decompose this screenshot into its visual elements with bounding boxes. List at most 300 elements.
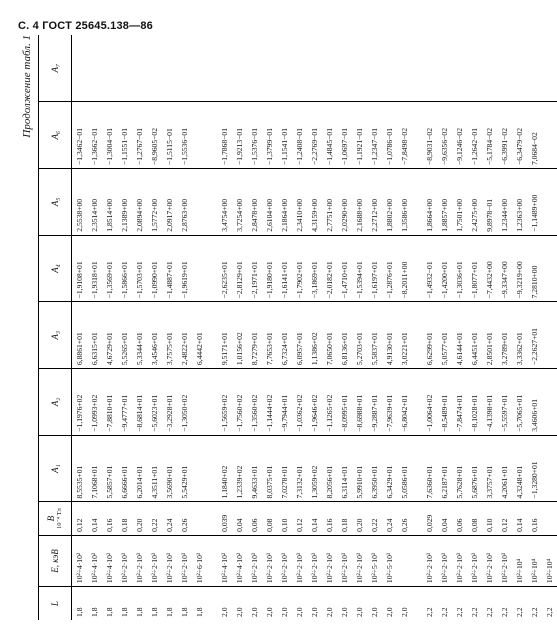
cell-a5: 1,8857+00: [437, 169, 452, 236]
table-row: [367, 35, 382, 620]
cell-l: 2,2: [500, 607, 509, 617]
cell-e: 10²÷5·10³: [367, 535, 382, 586]
column-header-name: A₇: [50, 63, 60, 73]
cell-a2: 3,4606+01: [527, 369, 542, 436]
cell-b: 0,20: [352, 502, 367, 535]
cell-a6: −1,3462−01: [72, 102, 88, 169]
cell-b: 0,18: [337, 502, 352, 535]
cell-a3: 4,6729+01: [102, 302, 117, 369]
cell-a5: 2,6104+00: [262, 169, 277, 236]
cell-a5: 1,2344+00: [497, 169, 512, 236]
cell-a7: [177, 35, 192, 102]
cell-a1: 6,3114+01: [337, 435, 352, 502]
cell-a4: −1,9318+01: [87, 235, 102, 302]
column-header: [39, 535, 72, 586]
cell-a5: 2,3410+00: [292, 169, 307, 236]
cell-a7: [262, 35, 277, 102]
cell-a7: [192, 35, 207, 102]
cell-a3: 2,4822+01: [177, 302, 192, 369]
column-header-name: B: [46, 515, 56, 522]
cell-a7: [87, 35, 102, 102]
column-header-name: A₄: [50, 264, 60, 273]
cell-a6: −1,0697−01: [337, 102, 352, 169]
cell-a2: −1,9646+02: [307, 369, 322, 436]
cell-a4: [192, 235, 207, 302]
separator-cell: [207, 102, 217, 169]
separator-cell: [207, 535, 217, 586]
cell-l: 2,0: [325, 607, 334, 617]
table-row: [292, 35, 307, 620]
cell-a2: [192, 369, 207, 436]
cell-a7: [322, 35, 337, 102]
table-row: [177, 35, 192, 620]
cell-a7: [292, 35, 307, 102]
cell-a2: −8,6988+01: [352, 369, 367, 436]
cell-l: 2,0: [400, 607, 409, 617]
cell-a6: −5,1784−02: [482, 102, 497, 169]
table-header-row: [39, 35, 72, 620]
cell-a3: 8,7279+01: [247, 302, 262, 369]
column-header-name: E, кэВ: [50, 549, 60, 573]
cell-l: 2,2: [485, 607, 494, 617]
cell-a7: [217, 35, 232, 102]
cell-a2: −1,0993+02: [87, 369, 102, 436]
cell-a4: −7,4432+00: [482, 235, 497, 302]
cell-b: 0,16: [102, 502, 117, 535]
cell-a4: −1,5703+01: [132, 235, 147, 302]
table-row: [192, 35, 207, 620]
cell-a5: 2,1389+00: [117, 169, 132, 236]
cell-a2: −1,1444+02: [262, 369, 277, 436]
cell-a6: 7,0684−02: [527, 102, 542, 169]
cell-a1: 3,3757+01: [482, 435, 497, 502]
column-header: [39, 435, 72, 502]
cell-e: 10²÷2·10³: [162, 535, 177, 586]
separator-cell: [207, 502, 217, 535]
table-rotation-wrapper: [18, 35, 554, 620]
cell-a2: −8,5489+01: [437, 369, 452, 436]
cell-a7: [452, 35, 467, 102]
cell-a3: 3,7575+01: [162, 302, 177, 369]
cell-a6: −1,1551−01: [117, 102, 132, 169]
cell-a7: [72, 35, 88, 102]
column-header: [39, 302, 72, 369]
cell-a3: 6,8861+01: [72, 302, 88, 369]
cell-l: 2,2: [530, 607, 539, 617]
cell-l: 1,8: [165, 607, 174, 617]
cell-a3: [542, 302, 557, 369]
cell-a6: −1,5115−01: [162, 102, 177, 169]
cell-e: 10²÷2·10³: [482, 535, 497, 586]
table-row: [102, 35, 117, 620]
cell-e: 10²÷2·10³: [132, 535, 147, 586]
group-separator: [412, 35, 422, 620]
cell-a7: [232, 35, 247, 102]
cell-e: 10²÷4·10²: [102, 535, 117, 586]
cell-e: 10²÷2·10³: [452, 535, 467, 586]
cell-a7: [497, 35, 512, 102]
cell-e: 10²÷2·10³: [497, 535, 512, 586]
cell-b: 0,22: [147, 502, 162, 535]
cell-a3: 5,3344+01: [132, 302, 147, 369]
cell-l: 2,0: [370, 607, 379, 617]
cell-a2: −1,0362+02: [292, 369, 307, 436]
cell-l: 2,0: [355, 607, 364, 617]
cell-a1: 7,0278+01: [277, 435, 292, 502]
table-body: [72, 35, 557, 620]
cell-a1: 6,2014+01: [132, 435, 147, 502]
cell-a5: 2,7751+00: [322, 169, 337, 236]
cell-a4: −2,6235+01: [217, 235, 232, 302]
cell-b: 0,18: [117, 502, 132, 535]
cell-a7: [397, 35, 412, 102]
page-header: С. 4 ГОСТ 25645.138—86: [18, 20, 153, 32]
cell-e: 10²÷2·10³: [422, 535, 437, 586]
table-row: [147, 35, 162, 620]
cell-b: 0,06: [247, 502, 262, 535]
table-row: [87, 35, 102, 620]
cell-a1: 6,6666+01: [117, 435, 132, 502]
cell-a4: −1,4887+01: [162, 235, 177, 302]
cell-a3: 6,6315+01: [87, 302, 102, 369]
cell-a6: −1,7868−01: [217, 102, 232, 169]
cell-e: 10²÷2·10³: [437, 535, 452, 586]
table-row: [217, 35, 232, 620]
cell-b: 0,039: [217, 502, 232, 535]
cell-a2: −1,1976+02: [72, 369, 88, 436]
cell-a4: −1,8077+01: [467, 235, 482, 302]
cell-a5: 2,0894+00: [132, 169, 147, 236]
cell-a3: 5,2703+01: [352, 302, 367, 369]
data-table: [38, 35, 557, 620]
table-row: [232, 35, 247, 620]
table-row: [307, 35, 322, 620]
cell-b: 0,22: [367, 502, 382, 535]
cell-e: 10²÷4·10²: [217, 535, 232, 586]
cell-a7: [132, 35, 147, 102]
cell-a4: −1,6197+01: [367, 235, 382, 302]
cell-a2: −1,3560+02: [247, 369, 262, 436]
cell-e: 10²÷2·10³: [277, 535, 292, 586]
table-row: [262, 35, 277, 620]
cell-a5: [192, 169, 207, 236]
cell-a2: −5,6023+01: [147, 369, 162, 436]
table-row: [132, 35, 147, 620]
cell-l: 2,0: [280, 607, 289, 617]
cell-a4: −1,4200+01: [437, 235, 452, 302]
cell-e: 10²÷2·10³: [467, 535, 482, 586]
cell-b: 0,20: [132, 502, 147, 535]
table-row: [277, 35, 292, 620]
cell-a1: 5,7628+01: [452, 435, 467, 502]
cell-b: 0,04: [437, 502, 452, 535]
cell-e: 10²÷2·10³: [177, 535, 192, 586]
cell-a3: 3,3362+01: [512, 302, 527, 369]
cell-a6: −1,5536−01: [177, 102, 192, 169]
table-row: [542, 35, 557, 620]
cell-a7: [247, 35, 262, 102]
cell-a6: [542, 102, 557, 169]
table-row: [382, 35, 397, 620]
column-header: [39, 587, 72, 620]
cell-a5: 2,1864+00: [277, 169, 292, 236]
cell-l: 2,0: [385, 607, 394, 617]
cell-l: 2,0: [250, 607, 259, 617]
cell-a2: −1,7560+02: [232, 369, 247, 436]
cell-l: 1,8: [195, 607, 204, 617]
column-header-name: L: [50, 601, 60, 607]
cell-a3: 3,2789+01: [497, 302, 512, 369]
cell-a6: −9,6356−02: [437, 102, 452, 169]
table-row: [337, 35, 352, 620]
cell-a5: 2,2712+00: [367, 169, 382, 236]
cell-e: 10²÷2·10³: [322, 535, 337, 586]
separator-cell: [207, 369, 217, 436]
cell-a7: [422, 35, 437, 102]
column-header: [39, 102, 72, 169]
cell-b: 0,24: [382, 502, 397, 535]
cell-e: 10²÷2·10³: [337, 535, 352, 586]
cell-a5: 2,0917+00: [162, 169, 177, 236]
cell-a4: [542, 235, 557, 302]
cell-a3: 6,7324+01: [277, 302, 292, 369]
cell-a5: 2,1688+00: [352, 169, 367, 236]
cell-e: 10²÷2·10³: [247, 535, 262, 586]
cell-a7: [467, 35, 482, 102]
cell-a1: 5,9910+01: [352, 435, 367, 502]
cell-b: 0,24: [162, 502, 177, 535]
cell-b: 0,14: [307, 502, 322, 535]
cell-a3: 6,4451+01: [467, 302, 482, 369]
cell-a3: 1,0156+02: [232, 302, 247, 369]
cell-a4: −2,0182+01: [322, 235, 337, 302]
table-row: [117, 35, 132, 620]
cell-l: 1,8: [135, 607, 144, 617]
cell-a6: −1,4845−01: [322, 102, 337, 169]
separator-cell: [207, 302, 217, 369]
cell-a6: −1,2767−01: [132, 102, 147, 169]
cell-a7: [277, 35, 292, 102]
cell-a5: 1,8514+00: [102, 169, 117, 236]
cell-a2: −1,1265+02: [322, 369, 337, 436]
cell-a5: 2,3514+00: [87, 169, 102, 236]
cell-e: 10²÷2·10³: [117, 535, 132, 586]
cell-b: 0,08: [262, 502, 277, 535]
cell-a5: 1,8802+00: [382, 169, 397, 236]
cell-a1: 6,3950+01: [367, 435, 382, 502]
cell-a2: −1,0064+02: [422, 369, 437, 436]
separator-cell: [207, 169, 217, 236]
cell-a1: 5,6876+01: [467, 435, 482, 502]
cell-a7: [512, 35, 527, 102]
cell-a4: −1,7902+01: [292, 235, 307, 302]
cell-a7: [147, 35, 162, 102]
cell-a3: −2,2627+01: [527, 302, 542, 369]
column-header-name: A₃: [50, 330, 60, 340]
cell-a4: −1,4932−01: [422, 235, 437, 302]
separator-cell: [412, 169, 422, 236]
cell-a6: −1,1921−01: [352, 102, 367, 169]
cell-a1: 4,2061+01: [497, 435, 512, 502]
cell-a2: [542, 369, 557, 436]
cell-b: 0,10: [277, 502, 292, 535]
cell-b: [192, 502, 207, 535]
cell-a4: −2,1971+01: [247, 235, 262, 302]
separator-cell: [412, 535, 422, 586]
cell-a3: 5,5265+01: [117, 302, 132, 369]
separator-cell: [412, 587, 422, 620]
cell-a5: −1,1489+00: [527, 169, 542, 236]
cell-b: 0,10: [482, 502, 497, 535]
column-header: [39, 369, 72, 436]
cell-l: 2,2: [455, 607, 464, 617]
cell-b: 0,04: [232, 502, 247, 535]
cell-a5: 1,2363+00: [512, 169, 527, 236]
cell-a2: −8,1028+01: [467, 369, 482, 436]
cell-a7: [542, 35, 557, 102]
cell-a2: −9,7944+01: [277, 369, 292, 436]
cell-a6: −6,3991−02: [497, 102, 512, 169]
cell-b: 0,029: [422, 502, 437, 535]
cell-a1: 5,0586+01: [397, 435, 412, 502]
cell-a7: [337, 35, 352, 102]
cell-a2: −1,5659+02: [217, 369, 232, 436]
table-row: [527, 35, 542, 620]
cell-a1: 6,3429+01: [382, 435, 397, 502]
cell-a7: [117, 35, 132, 102]
cell-e: 10²÷2·10³: [307, 535, 322, 586]
cell-a2: −7,8474+01: [452, 369, 467, 436]
cell-a2: −8,6814+01: [132, 369, 147, 436]
table-row: [397, 35, 412, 620]
cell-b: 0,16: [322, 502, 337, 535]
cell-a1: 5,5857+01: [102, 435, 117, 502]
cell-a7: [307, 35, 322, 102]
cell-a7: [352, 35, 367, 102]
cell-a6: −1,5376−01: [247, 102, 262, 169]
cell-a3: 7,7653+01: [262, 302, 277, 369]
column-header-name: A₆: [50, 130, 60, 140]
cell-a2: −5,7065+01: [512, 369, 527, 436]
cell-a5: 4,3159+00: [307, 169, 322, 236]
column-header-name: A₅: [50, 197, 60, 207]
cell-a6: −1,1541−01: [277, 102, 292, 169]
cell-a5: 2,8478+00: [247, 169, 262, 236]
cell-a2: −5,5597+01: [497, 369, 512, 436]
cell-a4: −9,3219+00: [512, 235, 527, 302]
cell-a1: [542, 435, 557, 502]
cell-a7: [527, 35, 542, 102]
table-row: [322, 35, 337, 620]
cell-a4: −1,9180+01: [262, 235, 277, 302]
cell-e: 10²÷10⁴: [527, 535, 542, 586]
cell-a3: 4,9130+01: [382, 302, 397, 369]
cell-a7: [102, 35, 117, 102]
cell-a6: −1,2642−01: [467, 102, 482, 169]
cell-a3: 1,1386+02: [307, 302, 322, 369]
cell-a5: 2,5538+00: [72, 169, 88, 236]
cell-a2: −9,2887+01: [367, 369, 382, 436]
cell-a3: 3,0221+01: [397, 302, 412, 369]
cell-a5: 1,5772+00: [147, 169, 162, 236]
cell-e: [397, 535, 412, 586]
cell-a1: 5,5429+01: [177, 435, 192, 502]
cell-a4: −1,3036+01: [452, 235, 467, 302]
cell-a6: −9,1246−02: [452, 102, 467, 169]
separator-cell: [207, 435, 217, 502]
cell-l: 2,2: [515, 607, 524, 617]
table-row: [512, 35, 527, 620]
cell-a3: 6,4442+01: [192, 302, 207, 369]
cell-a4: −1,9619+01: [177, 235, 192, 302]
cell-l: 1,8: [180, 607, 189, 617]
cell-a2: −7,9639+01: [382, 369, 397, 436]
cell-a4: −1,0990+01: [147, 235, 162, 302]
continued-label: Продолжение табл. 1: [21, 35, 33, 138]
cell-b: 0,16: [527, 502, 542, 535]
cell-a5: 3,7254+00: [232, 169, 247, 236]
cell-a4: 7,2810+00: [527, 235, 542, 302]
separator-cell: [412, 369, 422, 436]
cell-a3: 7,0650+01: [322, 302, 337, 369]
cell-b: 0,26: [177, 502, 192, 535]
cell-a4: −1,4710+01: [337, 235, 352, 302]
cell-a4: −2,8129+01: [232, 235, 247, 302]
table-row: [422, 35, 437, 620]
cell-a5: 2,4275+00: [467, 169, 482, 236]
cell-b: 0,06: [452, 502, 467, 535]
cell-e: 10²÷4·10²: [87, 535, 102, 586]
cell-a4: −8,2011+00: [397, 235, 412, 302]
cell-e: 10²÷10⁴: [542, 535, 557, 586]
column-header-unit: 10⁻⁴ Тл: [56, 508, 63, 530]
cell-a6: −1,3662−01: [87, 102, 102, 169]
column-header-name: A₂: [50, 397, 60, 407]
cell-a3: 5,0577+01: [437, 302, 452, 369]
cell-l: 2,2: [440, 607, 449, 617]
cell-b: 0,14: [87, 502, 102, 535]
cell-b: [542, 502, 557, 535]
cell-e: 10²÷5·10³: [382, 535, 397, 586]
cell-a2: −9,4777+01: [117, 369, 132, 436]
cell-l: 2,0: [295, 607, 304, 617]
separator-cell: [207, 35, 217, 102]
table-row: [467, 35, 482, 620]
cell-a6: −2,2769−01: [307, 102, 322, 169]
cell-a5: 2,8763+00: [177, 169, 192, 236]
cell-l: 2,2: [545, 607, 554, 617]
cell-a1: 3,5690+01: [162, 435, 177, 502]
cell-a1: 1,1840+02: [217, 435, 232, 502]
cell-a3: 9,5171+01: [217, 302, 232, 369]
cell-a7: [482, 35, 497, 102]
cell-l: 2,2: [425, 607, 434, 617]
cell-b: 0,08: [467, 502, 482, 535]
cell-a4: −1,2876+01: [382, 235, 397, 302]
cell-l: 2,0: [310, 607, 319, 617]
cell-e: 10²÷4·10²: [232, 535, 247, 586]
cell-a4: −1,5394+01: [352, 235, 367, 302]
cell-b: 0,26: [397, 502, 412, 535]
cell-a5: 3,4754+00: [217, 169, 232, 236]
cell-a2: −3,2928+01: [162, 369, 177, 436]
cell-e: 10²÷2·10³: [292, 535, 307, 586]
cell-a5: 9,8978−01: [482, 169, 497, 236]
cell-a2: −7,8810+01: [102, 369, 117, 436]
cell-b: 0,12: [497, 502, 512, 535]
cell-a1: −1,3280+01: [527, 435, 542, 502]
cell-a2: −4,1398+01: [482, 369, 497, 436]
